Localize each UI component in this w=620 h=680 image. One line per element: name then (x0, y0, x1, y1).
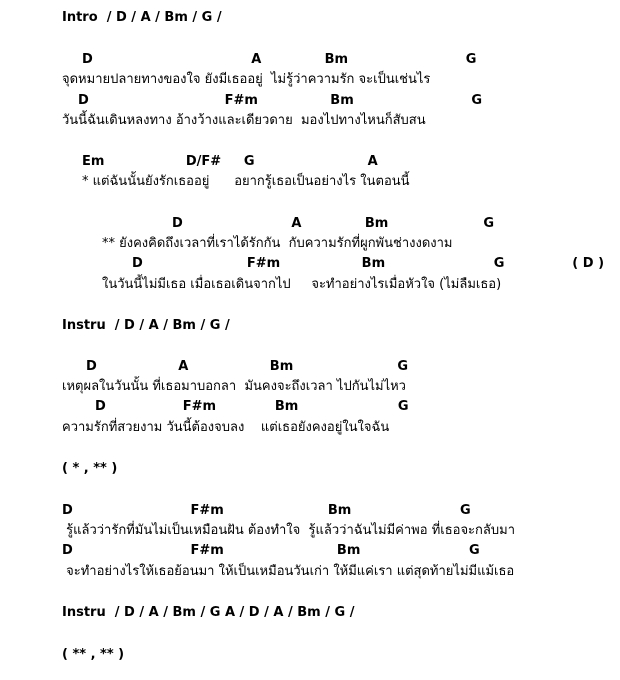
verse1-lyric-1: จุดหมายปลายทางของใจ ยังมีเธออยู่ ไม่รู้ว่าความรัก จะเป็นเช่นไร (62, 72, 431, 87)
verse2-chords-1: D A Bm G (86, 359, 409, 374)
prechorus-lyric: * แต่ฉันนั้นยังรักเธออยู่ อยากรู้เธอเป็นอย่างไร ในตอนนี้ (82, 174, 410, 189)
chorus-chords-2: D F#m Bm G ( D ) (132, 256, 605, 271)
bridge-chords-2: D F#m Bm G (62, 543, 480, 558)
instru-line-2: Instru / D / A / Bm / G A / D / A / Bm / G / (62, 605, 355, 620)
instru-line-1: Instru / D / A / Bm / G / (62, 318, 230, 333)
verse1-lyric-2: วันนี้ฉันเดินหลงทาง อ้างว้างและเดียวดาย มองไปทางไหนก็สับสน (62, 113, 426, 128)
verse2-chords-2: D F#m Bm G (95, 399, 409, 414)
chorus-lyric-1: ** ยังคงคิดถึงเวลาที่เราได้รักกัน กับความรักที่ผูกพันช่างงดงาม (102, 236, 453, 251)
verse1-chords-2: D F#m Bm G (78, 93, 483, 108)
repeat-marker-2: ( ** , ** ) (62, 647, 125, 662)
repeat-marker-1: ( * , ** ) (62, 461, 118, 476)
bridge-lyric-1: รู้แล้วว่ารักที่มันไม่เป็นเหมือนฝัน ต้องทำใจ รู้แล้วว่าฉันไม่มีค่าพอ ที่เธอจะกลับมา (62, 523, 516, 538)
chorus-chords-1: D A Bm G (172, 216, 495, 231)
verse2-lyric-1: เหตุผลในวันนั้น ที่เธอมาบอกลา มันคงจะถึงเวลา ไปกันไม่ไหว (62, 379, 406, 394)
chorus-lyric-2: ในวันนี้ไม่มีเธอ เมื่อเธอเดินจากไป จะทำอย่างไรเมื่อหัวใจ (ไม่ลืมเธอ) (102, 277, 502, 292)
intro-line: Intro / D / A / Bm / G / (62, 10, 222, 25)
verse1-chords-1: D A Bm G (82, 52, 477, 67)
verse2-lyric-2: ความรักที่สวยงาม วันนี้ต้องจบลง แต่เธอยังคงอยู่ในใจฉัน (62, 420, 390, 435)
bridge-lyric-2: จะทำอย่างไรให้เธอย้อนมา ให้เป็นเหมือนวันเก่า ให้มีแค่เรา แต่สุดท้ายไม่มีแม้เธอ (62, 564, 515, 579)
bridge-chords-1: D F#m Bm G (62, 503, 471, 518)
prechorus-chords: Em D/F# G A (82, 154, 378, 169)
